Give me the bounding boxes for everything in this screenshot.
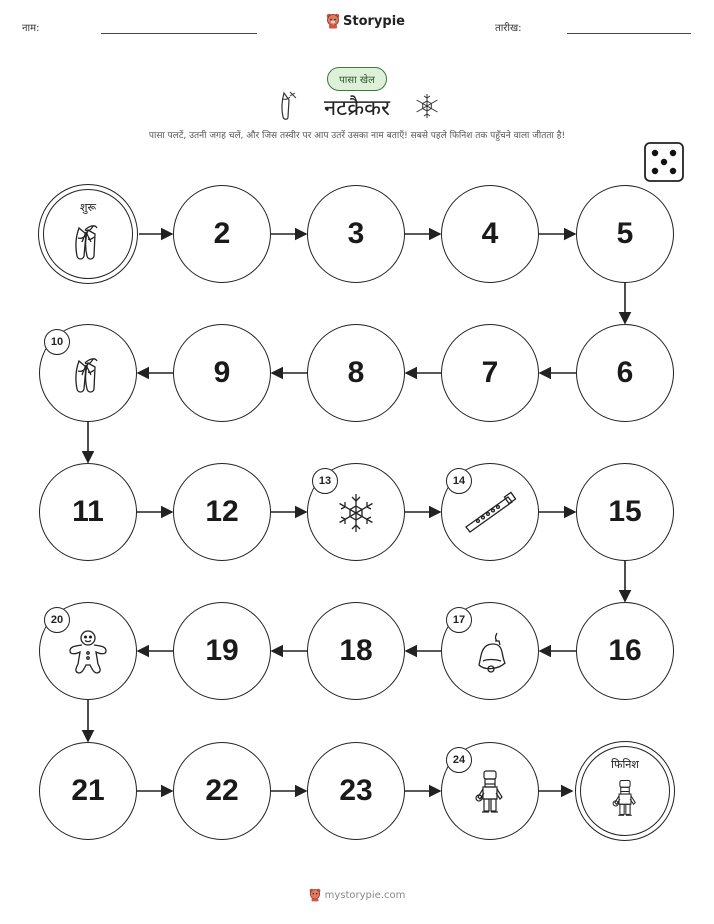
space-number-badge: 17 xyxy=(446,607,472,633)
start-space[interactable] xyxy=(43,189,133,279)
space-number: 22 xyxy=(205,774,239,807)
space-number: 5 xyxy=(616,217,634,250)
board-space-18[interactable] xyxy=(307,602,405,700)
space-number: 15 xyxy=(608,495,642,528)
storypie-bear-icon xyxy=(309,888,321,902)
board-space-15[interactable] xyxy=(576,463,674,561)
space-number: 11 xyxy=(72,495,104,528)
snowflake-icon xyxy=(334,491,378,539)
space-number: 21 xyxy=(71,774,105,807)
space-number: 12 xyxy=(205,495,239,528)
space-number: 7 xyxy=(481,356,499,389)
finish-space[interactable] xyxy=(580,746,670,836)
space-number-badge: 10 xyxy=(44,329,70,355)
board-space-19[interactable] xyxy=(173,602,271,700)
space-number-badge: 24 xyxy=(446,747,472,773)
space-number: 16 xyxy=(608,634,642,667)
space-number: 2 xyxy=(213,217,231,250)
space-number: 4 xyxy=(481,217,499,250)
board-space-24[interactable] xyxy=(441,742,539,840)
board-space-3[interactable] xyxy=(307,185,405,283)
nutcracker-icon xyxy=(474,769,506,819)
page-title: नटक्रैकर xyxy=(323,96,391,121)
gingerbread-man-icon xyxy=(66,628,110,680)
space-number: 8 xyxy=(347,356,365,389)
board-space-16[interactable] xyxy=(576,602,674,700)
date-label: तारीख: xyxy=(495,23,522,34)
board-space-13[interactable] xyxy=(307,463,405,561)
flute-icon xyxy=(462,491,518,539)
board-space-9[interactable] xyxy=(173,324,271,422)
space-number-badge: 14 xyxy=(446,468,472,494)
space-number: 19 xyxy=(205,634,239,667)
space-number: 3 xyxy=(347,217,365,250)
board-space-11[interactable] xyxy=(39,463,137,561)
board-space-17[interactable] xyxy=(441,602,539,700)
board-space-23[interactable] xyxy=(307,742,405,840)
finish-label: फिनिश xyxy=(611,758,639,771)
bell-icon xyxy=(469,629,511,679)
footer-url[interactable]: mystorypie.com xyxy=(324,889,406,901)
board-space-21[interactable] xyxy=(39,742,137,840)
board-space-5[interactable] xyxy=(576,185,674,283)
space-number: 18 xyxy=(339,634,373,667)
space-number-badge: 13 xyxy=(312,468,338,494)
game-type-badge: पासा खेल xyxy=(327,67,387,91)
board-space-10[interactable] xyxy=(39,324,137,422)
board-space-8[interactable] xyxy=(307,324,405,422)
name-label: नाम: xyxy=(22,23,40,34)
start-label: शुरू xyxy=(79,201,97,214)
ballet-shoes-icon xyxy=(71,220,105,266)
brand-name: Storypie xyxy=(343,13,405,29)
footer xyxy=(0,888,714,902)
ballet-shoes-icon xyxy=(71,353,105,399)
board-space-6[interactable] xyxy=(576,324,674,422)
board-space-7[interactable] xyxy=(441,324,539,422)
space-number: 23 xyxy=(339,774,373,807)
board-space-2[interactable] xyxy=(173,185,271,283)
board-space-4[interactable] xyxy=(441,185,539,283)
board-space-12[interactable] xyxy=(173,463,271,561)
space-number: 6 xyxy=(616,356,634,389)
board-space-22[interactable] xyxy=(173,742,271,840)
instructions-text: पासा पलटें, उतनी जगह चलें, और जिस तस्वीर पर आप उतरें उसका नाम बताएँ! सबसे पहले फिनिश तक पहुँचने वाला जीतता है! xyxy=(148,131,566,141)
board-space-20[interactable] xyxy=(39,602,137,700)
board-space-14[interactable] xyxy=(441,463,539,561)
space-number-badge: 20 xyxy=(44,607,70,633)
nutcracker-icon xyxy=(611,779,638,822)
space-number: 9 xyxy=(213,356,231,389)
